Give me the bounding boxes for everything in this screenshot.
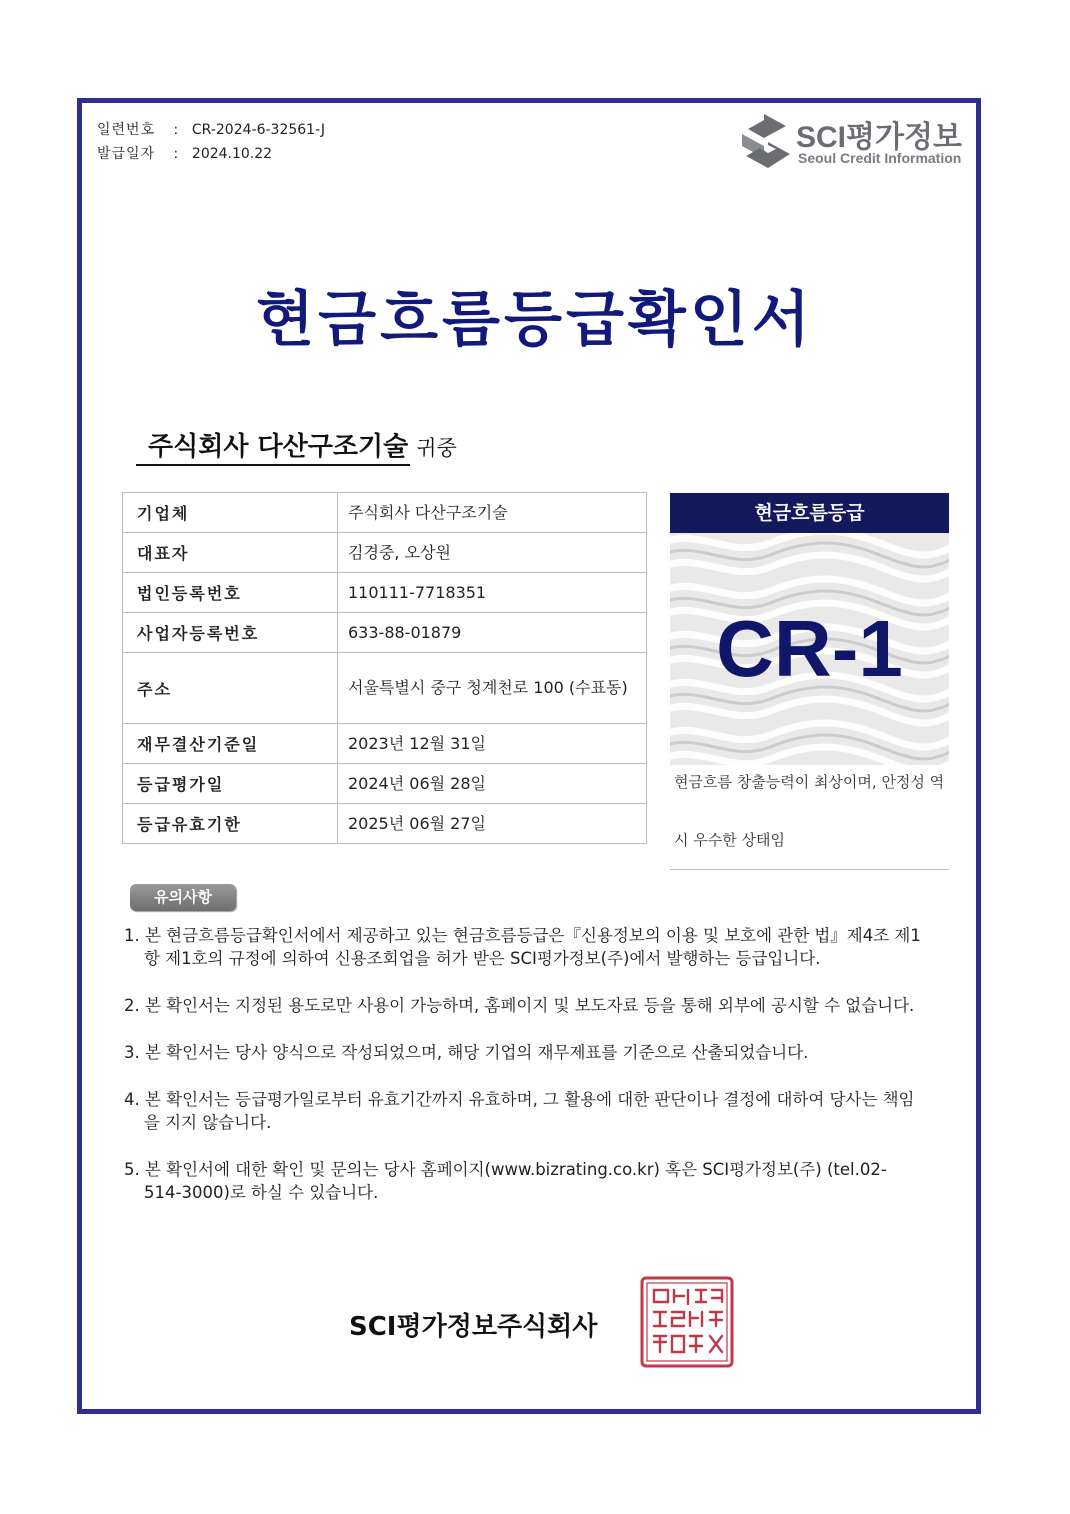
table-row [123,573,647,613]
info-key: 사업자등록번호 [123,613,338,653]
info-value: 110111-7718351 [338,573,647,613]
issue-date-colon: : [173,146,179,162]
serial-number-colon: : [173,122,179,138]
table-row [123,764,647,804]
serial-number-row [97,118,325,142]
recipient-suffix: 귀중 [416,436,457,460]
info-key: 기업체 [123,493,338,533]
info-key: 대표자 [123,533,338,573]
issue-date-row [97,142,325,166]
table-row [123,724,647,764]
info-value: 2025년 06월 27일 [338,804,647,844]
table-row [123,613,647,653]
logo-subtitle: Seoul Credit Information [798,150,962,166]
table-row [123,493,647,533]
info-key: 법인등록번호 [123,573,338,613]
info-value: 주식회사 다산구조기술 [338,493,647,533]
recipient-name: 주식회사 다산구조기술 [136,432,410,466]
grade-background [670,533,949,765]
sci-logo-icon [738,112,794,172]
list-item: 3. 본 확인서는 당사 양식으로 작성되었으며, 해당 기업의 재무제표를 기준으로 산출되었습니다. [124,1043,809,1062]
info-key: 등급평가일 [123,764,338,804]
table-row [123,804,647,844]
info-value: 2024년 06월 28일 [338,764,647,804]
info-key: 등급유효기한 [123,804,338,844]
notes-list [124,924,924,1228]
company-seal-icon [640,1276,734,1368]
info-value: 633-88-01879 [338,613,647,653]
company-info-table [122,492,647,844]
list-item: 4. 본 확인서는 등급평가일로부터 유효기간까지 유효하며, 그 활용에 대한 판단이나 결정에 대하여 당사는 책임을 지지 않습니다. [124,1090,915,1132]
grade-header: 현금흐름등급 [670,493,949,533]
table-row [123,533,647,573]
serial-number-label: 일련번호 [97,122,156,138]
issue-date-value: 2024.10.22 [191,146,273,162]
grade-description: 현금흐름 창출능력이 최상이며, 안정성 역시 우수한 상태임 [670,753,949,870]
serial-number-value: CR-2024-6-32561-J [191,122,326,138]
grade-panel [670,493,949,870]
list-item: 1. 본 현금흐름등급확인서에서 제공하고 있는 현금흐름등급은『신용정보의 이용 및 보호에 관한 법』제4조 제1항 제1호의 규정에 의하여 신용조회업을 허가 받은 SCI평가정보(주)에서 발행하는 등급입니다. [124,926,921,968]
list-item: 2. 본 확인서는 지정된 용도로만 사용이 가능하며, 홈페이지 및 보도자료 등을 통해 외부에 공시할 수 없습니다. [124,996,915,1015]
document-title: 현금흐름등급확인서 [256,285,814,355]
list-item: 5. 본 확인서에 대한 확인 및 문의는 당사 홈페이지(www.bizrating.co.kr) 혹은 SCI평가정보(주) (tel.02-514-3000)로 하실 수 있습니다. [124,1160,887,1202]
notes-badge: 유의사항 [130,884,236,911]
info-value: 2023년 12월 31일 [338,724,647,764]
recipient [136,426,457,463]
info-key: 주소 [123,653,338,724]
info-value: 김경중, 오상원 [338,533,647,573]
document-meta [97,118,325,166]
issuer-name: SCI평가정보주식회사 [349,1312,598,1342]
table-row [123,653,647,724]
info-value: 서울특별시 중구 청계천로 100 (수표동) [338,653,647,724]
grade-value: CR-1 [716,604,903,693]
issue-date-label: 발급일자 [97,146,156,162]
logo-title: SCI평가정보 [796,121,962,154]
sci-logo [738,112,970,174]
info-key: 재무결산기준일 [123,724,338,764]
